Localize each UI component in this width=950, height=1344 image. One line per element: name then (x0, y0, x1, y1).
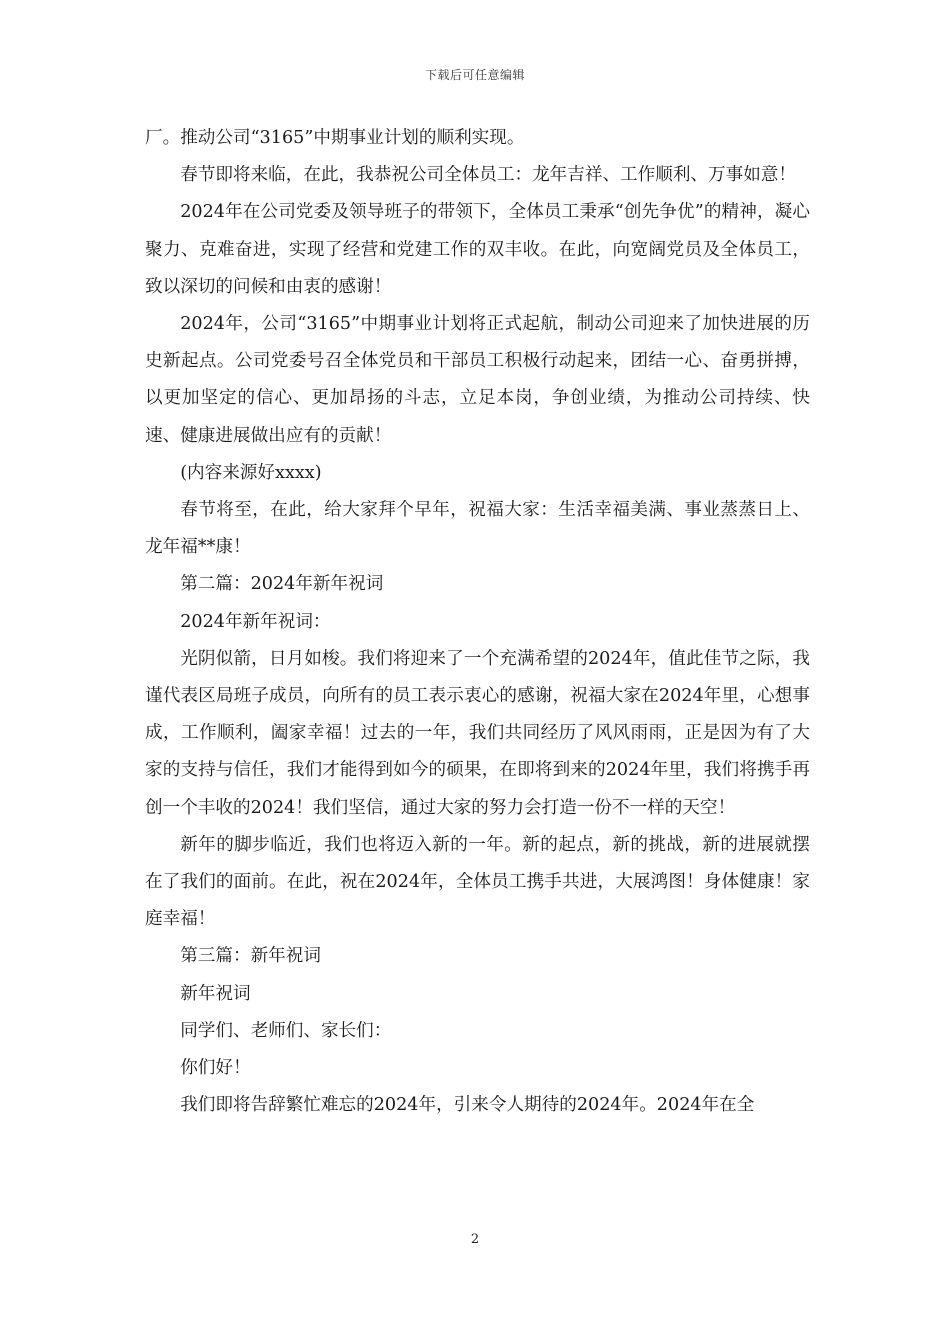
section-heading: 第三篇：新年祝词 (180, 946, 321, 967)
paragraph: 2024年在公司党委及领导班子的带领下，全体员工秉承“创先争优”的精神，凝心聚力、克难奋进，实现了经营和党建工作的双丰收。在此，向宽阔党员及全体员工，致以深切的问候和由衷的感谢！ (145, 202, 810, 297)
paragraph: 春节将至，在此，给大家拜个早年，祝福大家：生活幸福美满、事业蒸蒸日上、龙年福**康！ (145, 500, 810, 558)
paragraph: 厂。推动公司“3165”中期事业计划的顺利实现。 (145, 128, 525, 148)
paragraph: 新年的脚步临近，我们也将迈入新的一年。新的起点，新的挑战，新的进展就摆在了我们的面前。在此，祝在2024年，全体员工携手共进，大展鸿图！身体健康！家庭幸福！ (145, 834, 810, 930)
page-number: 2 (470, 1232, 480, 1247)
section-subtitle: 2024年新年祝词： (180, 611, 331, 632)
paragraph: 2024年，公司“3165”中期事业计划将正式起航，制动公司迎来了加快进展的历史新起点。公司党委号召全体党员和干部员工积极行动起来，团结一心、奋勇拼搏，以更加坚定的信心、更加昂扬的斗志，立足本岗，争创业绩，为推动公司持续、快速、健康进展做出应有的贡献！ (145, 314, 810, 446)
paragraph: 我们即将告辞繁忙难忘的2024年，引来令人期待的2024年。2024年在全 (180, 1095, 755, 1116)
paragraph: 光阴似箭，日月如梭。我们将迎来了一个充满希望的2024年，值此佳节之际，我谨代表区局班子成员，向所有的员工表示衷心的感谢，祝福大家在2024年里，心想事成，工作顺利，阖家幸福！过去的一年，我们共同经历了风风雨雨，正是因为有了大家的支持与信任，我们才能得到如今的硕果，在即将到来的2024年里，我们将携手再创一个丰收的2024！我们坚信，通过大家的努力会打造一份不一样的天空！ (145, 648, 810, 818)
paragraph: (内容来源好xxxx) (180, 462, 322, 483)
greeting: 你们好！ (180, 1058, 251, 1079)
page-header: 下载后可任意编辑 (424, 68, 525, 82)
section-heading: 第二篇：2024年新年祝词 (180, 574, 384, 595)
paragraph: 春节即将来临，在此，我恭祝公司全体员工：龙年吉祥、工作顺利、万事如意！ (180, 165, 796, 186)
salutation: 同学们、老师们、家长们： (180, 1020, 392, 1041)
section-subtitle: 新年祝词 (180, 983, 251, 1004)
document-body (145, 120, 810, 1124)
